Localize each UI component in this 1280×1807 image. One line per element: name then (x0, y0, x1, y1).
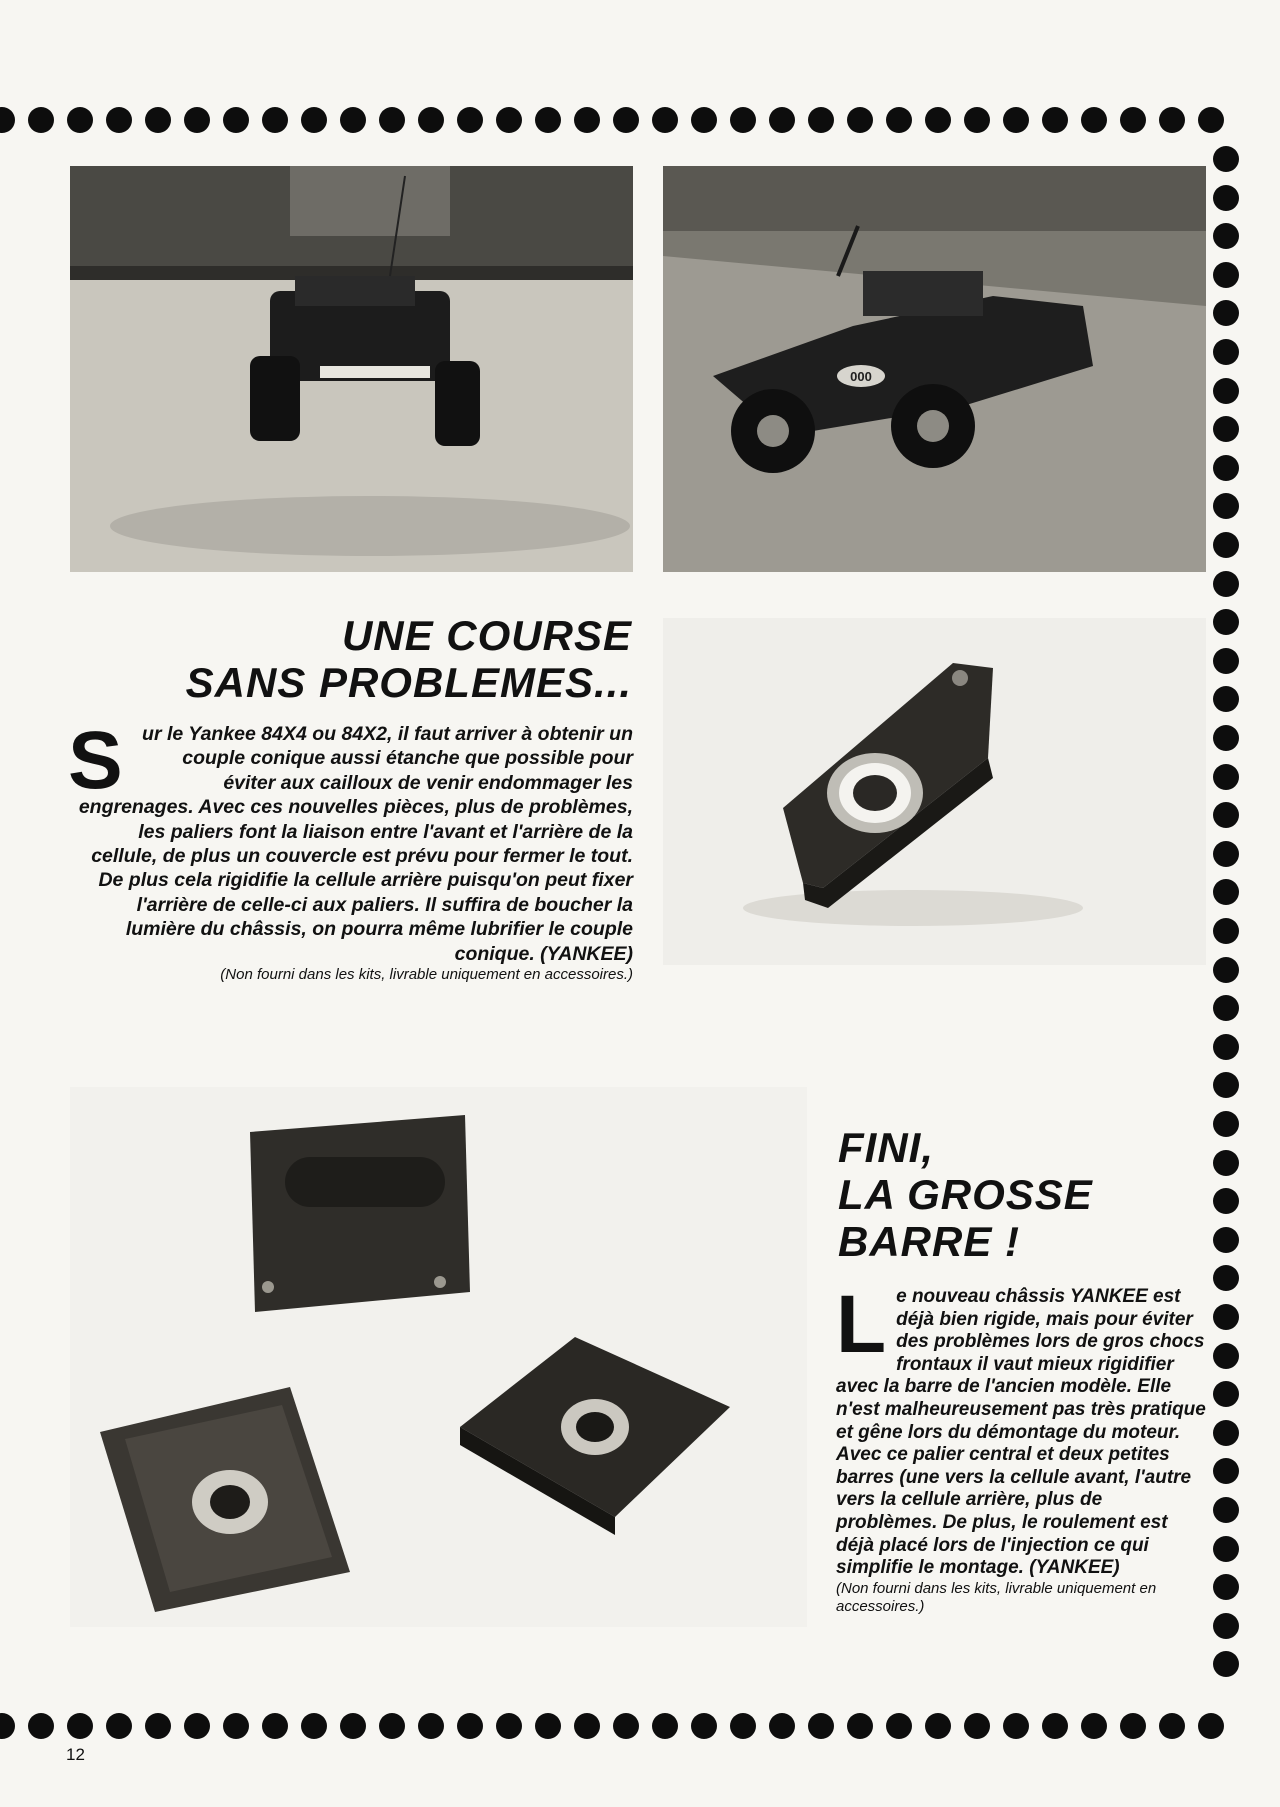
border-dot (1213, 918, 1239, 944)
border-dot (457, 107, 483, 133)
border-dot (730, 107, 756, 133)
photo-truck-rear-jump (70, 166, 633, 572)
border-dot (262, 1713, 288, 1739)
border-dot (145, 1713, 171, 1739)
border-dot (964, 1713, 990, 1739)
border-dot (1213, 378, 1239, 404)
border-dot (886, 1713, 912, 1739)
photo-truck-side-jump (663, 166, 1206, 572)
border-dot (535, 107, 561, 133)
border-dot (1213, 1651, 1239, 1677)
article2-dropcap: L (836, 1279, 887, 1370)
border-dot (925, 1713, 951, 1739)
border-dot (184, 1713, 210, 1739)
border-dot (184, 107, 210, 133)
border-dot (106, 107, 132, 133)
article2-title (838, 1124, 1093, 1265)
border-dot (1213, 1381, 1239, 1407)
border-dot (574, 107, 600, 133)
border-dot (1213, 1497, 1239, 1523)
border-dot (1213, 1458, 1239, 1484)
border-dot (0, 1713, 15, 1739)
article1-dropcap: S (68, 715, 123, 806)
border-dot (1120, 1713, 1146, 1739)
border-dot (769, 1713, 795, 1739)
border-dot (1213, 841, 1239, 867)
border-dot (28, 1713, 54, 1739)
border-dot (340, 107, 366, 133)
border-dot (847, 1713, 873, 1739)
border-dot (301, 107, 327, 133)
photo-bearing-bracket (663, 618, 1206, 965)
border-dot (613, 107, 639, 133)
article2-title-line2: LA GROSSE (838, 1171, 1093, 1219)
border-dot (1213, 1072, 1239, 1098)
border-dot (1213, 1034, 1239, 1060)
border-dot (1213, 764, 1239, 790)
article1-title (186, 612, 632, 706)
article1-note: (Non fourni dans les kits, livrable uniquement en accessoires.) (220, 966, 633, 984)
border-dot (1213, 1227, 1239, 1253)
article1-title-line2: SANS PROBLEMES... (185, 659, 632, 707)
border-dot (1042, 1713, 1068, 1739)
border-dot (1213, 1265, 1239, 1291)
border-dot (1213, 571, 1239, 597)
border-dot (691, 1713, 717, 1739)
border-dot (418, 107, 444, 133)
border-dot (1213, 1111, 1239, 1137)
border-dot (0, 107, 15, 133)
border-dot (613, 1713, 639, 1739)
border-dot (1159, 107, 1185, 133)
border-dot (1213, 146, 1239, 172)
border-dot (964, 107, 990, 133)
border-dot (262, 107, 288, 133)
border-dot (1213, 686, 1239, 712)
border-dot (1213, 1343, 1239, 1369)
border-dot (847, 107, 873, 133)
border-dot (496, 107, 522, 133)
border-dot (1081, 1713, 1107, 1739)
border-dot (1003, 1713, 1029, 1739)
border-dot (1213, 416, 1239, 442)
border-dot (1213, 609, 1239, 635)
article1-title-line1: UNE COURSE (341, 612, 632, 659)
border-dot (886, 107, 912, 133)
border-dot (223, 1713, 249, 1739)
border-dot (28, 107, 54, 133)
border-dot (535, 1713, 561, 1739)
truck-number-badge: 000 (850, 369, 872, 384)
border-dot (574, 1713, 600, 1739)
border-dot (145, 107, 171, 133)
article2-body (836, 1279, 1208, 1616)
border-dot (1003, 107, 1029, 133)
border-dot (1213, 1536, 1239, 1562)
border-dot (1213, 1613, 1239, 1639)
border-dot (223, 107, 249, 133)
border-dot (1213, 995, 1239, 1021)
border-dot (769, 107, 795, 133)
border-dot (1213, 493, 1239, 519)
border-dot (652, 1713, 678, 1739)
border-dot (379, 1713, 405, 1739)
article2-title-line3: BARRE ! (838, 1218, 1020, 1266)
article2-title-line1: FINI, (838, 1124, 934, 1171)
border-dot (1042, 107, 1068, 133)
border-dot (1213, 648, 1239, 674)
border-dot (67, 1713, 93, 1739)
border-dot (1213, 223, 1239, 249)
border-dot (457, 1713, 483, 1739)
border-dot (1213, 262, 1239, 288)
border-dot (1081, 107, 1107, 133)
border-dot (1213, 802, 1239, 828)
border-dot (1213, 725, 1239, 751)
border-dot (1213, 1304, 1239, 1330)
border-dot (67, 107, 93, 133)
article2-body-text: e nouveau châssis YANKEE est déjà bien rigide, mais pour éviter des problèmes lors de gros chocs frontaux il vaut mieux rigidifier avec la barre de l'ancien modèle. Elle n'est malheureusement pas très pratique et gêne lors du démontage du moteur. Avec ce palier central et deux petites barres (une vers la cellule avant, l'autre vers la cellule arrière, plus de problèmes. De plus, le roulement est déjà placé lors de l'injection ce qui simplifie le montage. (YANKEE) (836, 1286, 1206, 1579)
border-dot (379, 107, 405, 133)
border-dot (1213, 1150, 1239, 1176)
border-dot (1213, 339, 1239, 365)
border-dot (1213, 185, 1239, 211)
border-dot (1213, 532, 1239, 558)
page-number: 12 (66, 1745, 85, 1764)
photo-three-plates (70, 1087, 807, 1627)
border-dot (691, 107, 717, 133)
article2-note: (Non fourni dans les kits, livrable uniquement en accessoires.) (836, 1579, 1157, 1615)
border-dot (1213, 1574, 1239, 1600)
border-dot (301, 1713, 327, 1739)
border-dot (652, 107, 678, 133)
border-dot (1120, 107, 1146, 133)
border-dot (340, 1713, 366, 1739)
border-dot (1213, 455, 1239, 481)
border-dot (808, 107, 834, 133)
border-dot (1213, 1420, 1239, 1446)
border-dot (1159, 1713, 1185, 1739)
border-dot (106, 1713, 132, 1739)
border-dot (1213, 1188, 1239, 1214)
article1-body (68, 715, 633, 984)
border-dot (1213, 879, 1239, 905)
border-dot (418, 1713, 444, 1739)
border-dot (808, 1713, 834, 1739)
border-dot (1213, 300, 1239, 326)
article1-body-text: ur le Yankee 84X4 ou 84X2, il faut arriver à obtenir un couple conique aussi étanche que possible pour éviter aux cailloux de venir endommager les engrenages. Avec ces nouvelles pièces, plus de problèmes, les paliers font la liaison entre l'avant et l'arrière de la cellule, de plus un couvercle est prévu pour fermer le tout. De plus cela rigidifie la cellule arrière puisqu'on peut fixer l'arrière de celle-ci aux paliers. Il suffira de boucher la lumière du châssis, on pourra même lubrifier le couple conique. (YANKEE) (78, 723, 633, 965)
border-dot (496, 1713, 522, 1739)
border-dot (1198, 107, 1224, 133)
border-dot (1213, 957, 1239, 983)
border-dot (925, 107, 951, 133)
border-dot (1198, 1713, 1224, 1739)
border-dot (730, 1713, 756, 1739)
